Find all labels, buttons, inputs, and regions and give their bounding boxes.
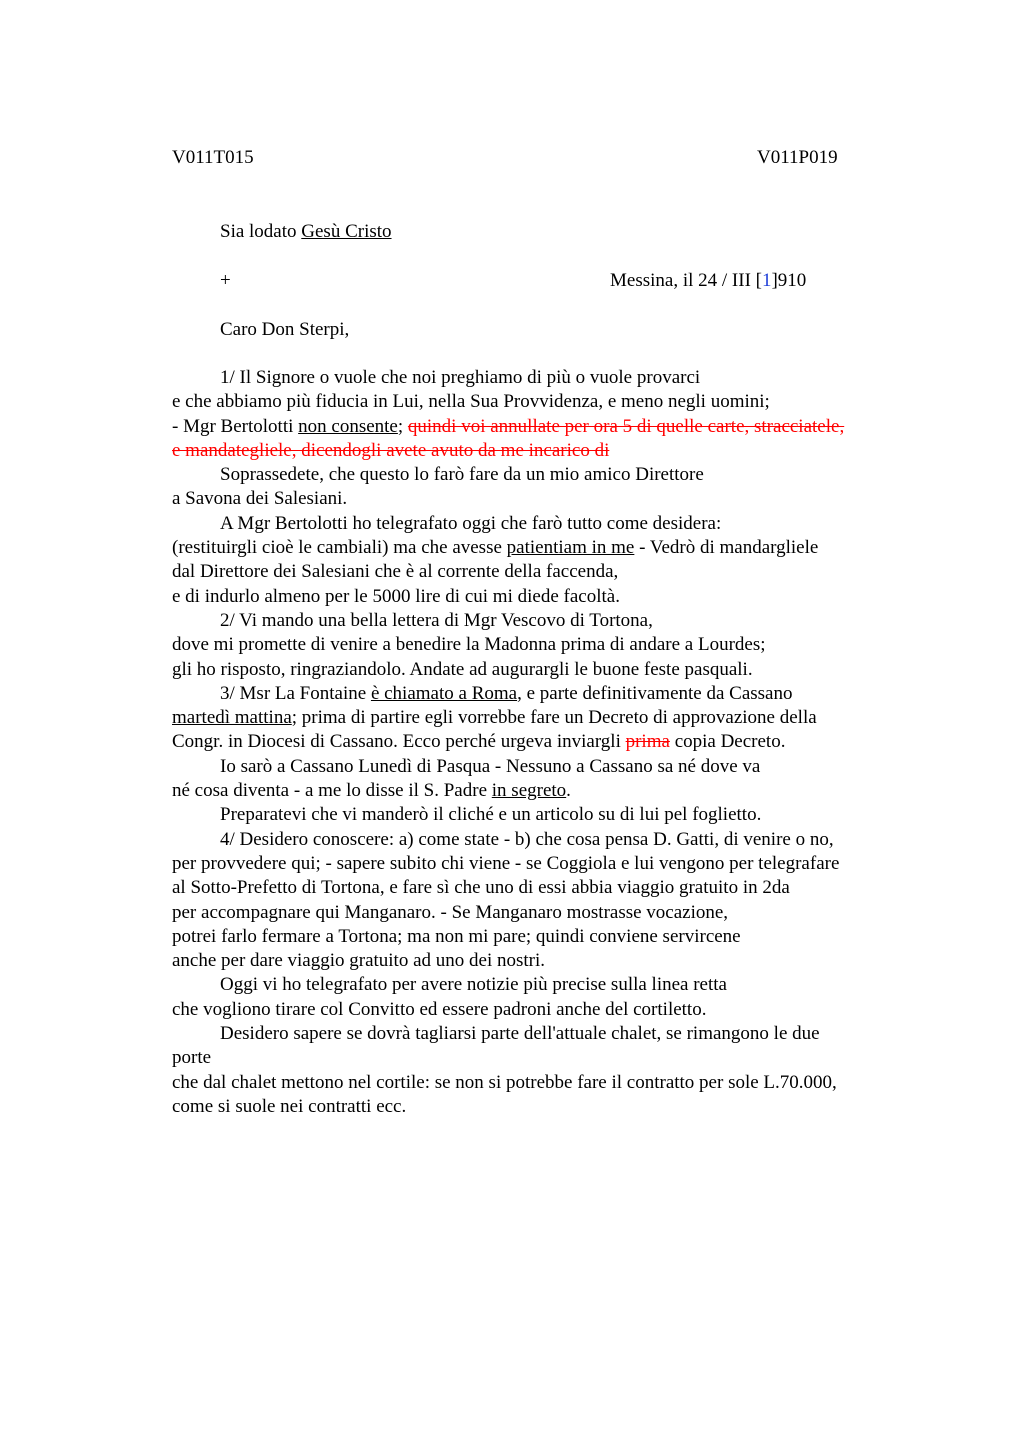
underlined-text: in segreto [491, 780, 567, 802]
text-line: porte [172, 1047, 212, 1069]
text-line: 1/ Il Signore o vuole che noi preghiamo di più o vuole provarci [220, 367, 701, 388]
greeting: Caro Don Sterpi, [220, 319, 350, 340]
text-segment: Congr. in Diocesi di Cassano. Ecco perché urgeva inviargli [172, 731, 626, 753]
text-segment: ; prima di partire egli vorrebbe fare un Decreto di approvazione della [291, 707, 817, 729]
place-date [610, 270, 806, 292]
salutation [220, 221, 392, 243]
text-line: Desidero sapere se dovrà tagliarsi parte dell'attuale chalet, se rimangono le due [220, 1023, 820, 1045]
salutation-prefix: Sia lodato [220, 221, 302, 242]
place-date-prefix: Messina, il 24 / III [ [610, 270, 762, 291]
text-segment: (restituirgli cioè le cambiali) ma che avesse [172, 537, 507, 559]
underlined-text: patientiam in me [506, 537, 635, 559]
text-segment: - Mgr Bertolotti [172, 415, 299, 437]
deleted-text: e mandategliele, dicendogli avete avuto da me incarico di [172, 439, 610, 461]
text-segment: copia Decreto. [669, 731, 786, 753]
salutation-underlined: Gesù Cristo [301, 221, 392, 242]
text-line: a Savona dei Salesiani. [172, 488, 348, 510]
text-segment: . [566, 780, 571, 802]
underlined-text: martedì mattina [172, 707, 292, 729]
deleted-text: prima [625, 731, 670, 753]
text-line [172, 706, 932, 730]
text-line: che vogliono tirare col Convitto ed essere padroni anche del cortiletto. [172, 998, 707, 1020]
text-line: che dal chalet mettono nel cortile: se non si potrebbe fare il contratto per sole L.70.000, [172, 1071, 837, 1093]
text-line: anche per dare viaggio gratuito ad uno dei nostri. [172, 950, 546, 972]
underlined-text: non consente [298, 415, 398, 437]
text-line: dove mi promette di venire a benedire la Madonna prima di andare a Lourdes; [172, 634, 766, 656]
document-code-left: V011T015 [172, 147, 254, 168]
text-line: per provvedere qui; - sapere subito chi viene - se Coggiola e lui vengono per telegrafare [172, 852, 840, 874]
place-date-suffix: ]910 [771, 270, 807, 291]
text-line: Io sarò a Cassano Lunedì di Pasqua - Nessuno a Cassano sa né dove va [220, 755, 761, 777]
document-code-right: V011P019 [757, 147, 838, 168]
text-line: 2/ Vi mando una bella lettera di Mgr Vescovo di Tortona, [220, 609, 653, 631]
text-segment: - Vedrò di mandargliele [634, 537, 819, 559]
text-line: e che abbiamo più fiducia in Lui, nella Sua Provvidenza, e meno negli uomini; [172, 391, 770, 413]
text-line: Oggi vi ho telegrafato per avere notizie più precise sulla linea retta [220, 974, 727, 996]
text-line: potrei farlo fermare a Tortona; ma non mi pare; quindi conviene servircene [172, 925, 741, 947]
text-line: Preparatevi che vi manderò il cliché e un articolo su di lui pel foglietto. [220, 804, 762, 826]
text-line: gli ho risposto, ringraziandolo. Andate ad augurargli le buone feste pasquali. [172, 658, 753, 680]
text-line: come si suole nei contratti ecc. [172, 1095, 407, 1117]
text-line: al Sotto-Prefetto di Tortona, e fare sì che uno di essi abbia viaggio gratuito in 2da [172, 877, 790, 899]
underlined-text: è chiamato a Roma [370, 682, 518, 704]
reference-number: 1 [761, 270, 772, 291]
text-line: per accompagnare qui Manganaro. - Se Manganaro mostrasse vocazione, [172, 901, 729, 923]
text-line [172, 730, 932, 754]
text-segment: , e parte definitivamente da Cassano [517, 682, 793, 704]
letter-body [172, 366, 932, 1119]
text-segment: ; [397, 415, 408, 437]
deleted-text: quindi voi annullate per ora 5 di quelle carte, stracciatele, [407, 415, 845, 437]
cross-mark: + [220, 270, 231, 291]
text-line: A Mgr Bertolotti ho telegrafato oggi che farò tutto come desidera: [220, 512, 722, 534]
text-line: e di indurlo almeno per le 5000 lire di cui mi diede facoltà. [172, 585, 620, 607]
text-segment: né cosa diventa - a me lo disse il S. Padre [172, 780, 492, 802]
text-line: Soprassedete, che questo lo farò fare da un mio amico Direttore [220, 464, 704, 486]
text-line [172, 682, 932, 706]
text-line [172, 779, 932, 803]
text-line: 4/ Desidero conoscere: a) come state - b) che cosa pensa D. Gatti, di venire o no, [220, 828, 834, 850]
text-line [172, 536, 932, 560]
text-line [172, 415, 932, 439]
text-line: dal Direttore dei Salesiani che è al corrente della faccenda, [172, 561, 619, 583]
text-segment: 3/ Msr La Fontaine [220, 682, 371, 704]
text-line [172, 439, 932, 463]
